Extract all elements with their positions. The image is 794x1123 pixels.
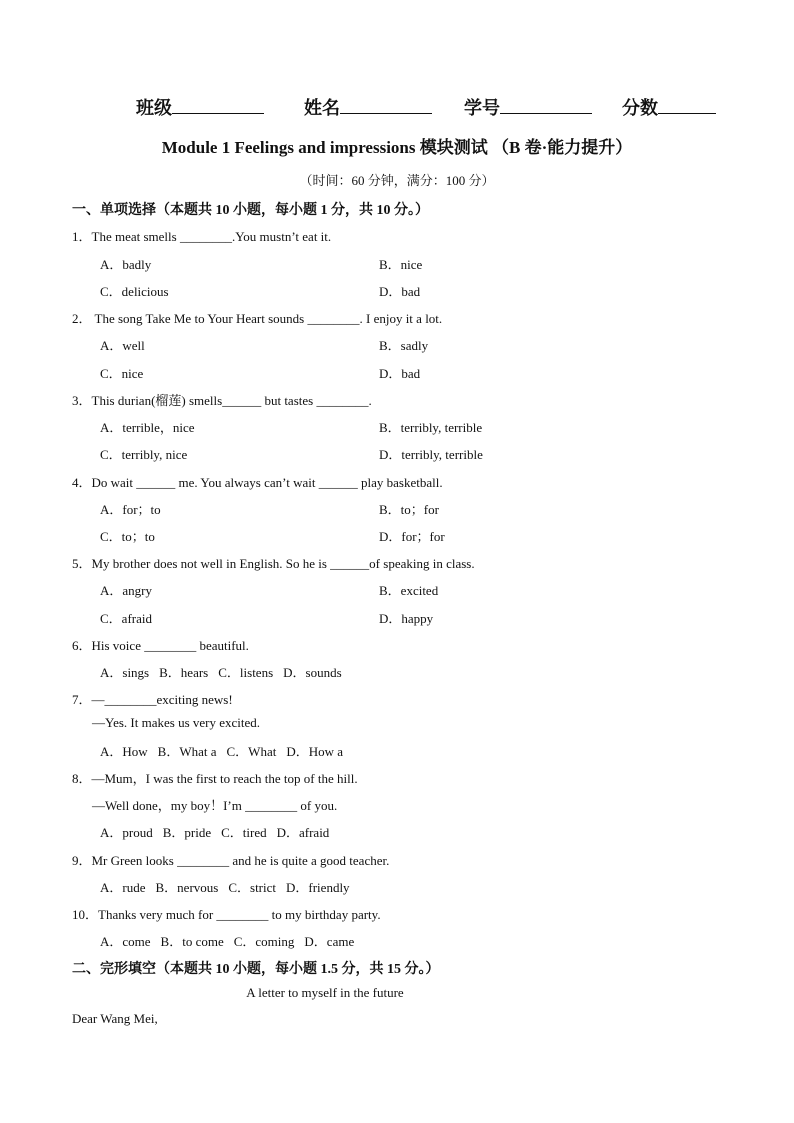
q6-option-c[interactable]: C．listens (218, 665, 274, 680)
question-2-stem: 2． The song Take Me to Your Heart sounds ________. I enjoy it a lot. (72, 311, 443, 326)
question-8-stem: 8．—Mum，I was the first to reach the top of the hill. (72, 771, 358, 786)
q2-option-c[interactable]: C．nice (100, 366, 144, 381)
q2-option-a[interactable]: A．well (100, 338, 145, 353)
q10-option-b[interactable]: B．to come (160, 934, 224, 949)
q8-option-a[interactable]: A．proud (100, 825, 153, 840)
q8-option-d[interactable]: D．afraid (276, 825, 330, 840)
q6-option-d[interactable]: D．sounds (283, 665, 342, 680)
question-5-stem: 5．My brother does not well in English. So he is ______of speaking in class. (72, 556, 475, 571)
q9-options (100, 877, 360, 896)
q10-options (100, 931, 364, 950)
question-9-stem: 9．Mr Green looks ________ and he is quite a good teacher. (72, 853, 390, 868)
name-field (304, 94, 432, 120)
q2-option-d[interactable]: D．bad (379, 366, 421, 381)
question-6-stem: 6．His voice ________ beautiful. (72, 638, 249, 653)
q7-option-c[interactable]: C．What (226, 744, 277, 759)
id-blank[interactable] (500, 95, 592, 114)
q6-option-a[interactable]: A．sings (100, 665, 150, 680)
q10-option-c[interactable]: C．coming (233, 934, 295, 949)
q1-option-d[interactable]: D．bad (379, 284, 421, 299)
q10-option-d[interactable]: D．came (304, 934, 355, 949)
score-label: 分数 (622, 98, 658, 118)
q9-option-b[interactable]: B．nervous (155, 880, 219, 895)
q6-option-b[interactable]: B．hears (159, 665, 209, 680)
q8-option-b[interactable]: B．pride (162, 825, 212, 840)
q5-option-a[interactable]: A．angry (100, 583, 152, 598)
letter-title: A letter to myself in the future (246, 985, 404, 1000)
q3-option-b[interactable]: B．terribly, terrible (379, 420, 483, 435)
exam-subtitle: （时间：60 分钟，满分：100 分） (299, 173, 495, 188)
section-2-heading: 二、完形填空（本题共 10 小题，每小题 1.5 分，共 15 分。） (72, 962, 440, 977)
question-8-reply: —Well done，my boy！I’m ________ of you. (92, 798, 338, 813)
q7-option-d[interactable]: D．How a (286, 744, 344, 759)
question-7-reply: —Yes. It makes us very excited. (92, 715, 261, 730)
q2-option-b[interactable]: B．sadly (379, 338, 429, 353)
q10-option-a[interactable]: A．come (100, 934, 151, 949)
exam-title: Module 1 Feelings and impressions 模块测试 （B 卷·能力提升） (161, 138, 633, 157)
q1-option-c[interactable]: C．delicious (100, 284, 169, 299)
q4-option-c[interactable]: C．to；to (100, 529, 155, 544)
q6-options (100, 662, 352, 681)
q5-option-d[interactable]: D．happy (379, 611, 434, 626)
q1-option-b[interactable]: B．nice (379, 257, 423, 272)
student-info-header (136, 94, 736, 122)
q3-option-c[interactable]: C．terribly, nice (100, 447, 188, 462)
class-field (136, 94, 264, 120)
score-blank[interactable] (658, 95, 716, 114)
name-blank[interactable] (340, 95, 432, 114)
q1-option-a[interactable]: A．badly (100, 257, 152, 272)
q7-options (100, 741, 353, 760)
question-3-stem: 3．This durian(榴莲) smells______ but tastes ________. (72, 393, 372, 408)
q5-option-b[interactable]: B．excited (379, 583, 439, 598)
q5-option-c[interactable]: C．afraid (100, 611, 152, 626)
q8-option-c[interactable]: C．tired (221, 825, 267, 840)
q4-option-d[interactable]: D．for；for (379, 529, 445, 544)
section-1-heading: 一、单项选择（本题共 10 小题，每小题 1 分，共 10 分。） (72, 203, 429, 218)
q4-option-a[interactable]: A．for；to (100, 502, 161, 517)
q3-option-d[interactable]: D．terribly, terrible (379, 447, 483, 462)
question-10-stem: 10．Thanks very much for ________ to my birthday party. (72, 907, 381, 922)
score-field (622, 94, 716, 120)
class-blank[interactable] (172, 95, 264, 114)
q9-option-a[interactable]: A．rude (100, 880, 146, 895)
letter-greeting: Dear Wang Mei, (72, 1011, 158, 1026)
q7-option-b[interactable]: B．What a (157, 744, 217, 759)
question-7-stem: 7．—________exciting news! (72, 692, 233, 707)
q9-option-d[interactable]: D．friendly (286, 880, 350, 895)
q9-option-c[interactable]: C．strict (228, 880, 277, 895)
q8-options (100, 822, 339, 841)
name-label: 姓名 (304, 98, 340, 118)
q3-option-a[interactable]: A．terrible，nice (100, 420, 195, 435)
id-label: 学号 (464, 98, 500, 118)
id-field (464, 94, 592, 120)
question-1-stem: 1．The meat smells ________.You mustn’t eat it. (72, 229, 332, 244)
q7-option-a[interactable]: A．How (100, 744, 148, 759)
q4-option-b[interactable]: B．to；for (379, 502, 439, 517)
question-4-stem: 4．Do wait ______ me. You always can’t wait ______ play basketball. (72, 475, 443, 490)
class-label: 班级 (136, 98, 172, 118)
